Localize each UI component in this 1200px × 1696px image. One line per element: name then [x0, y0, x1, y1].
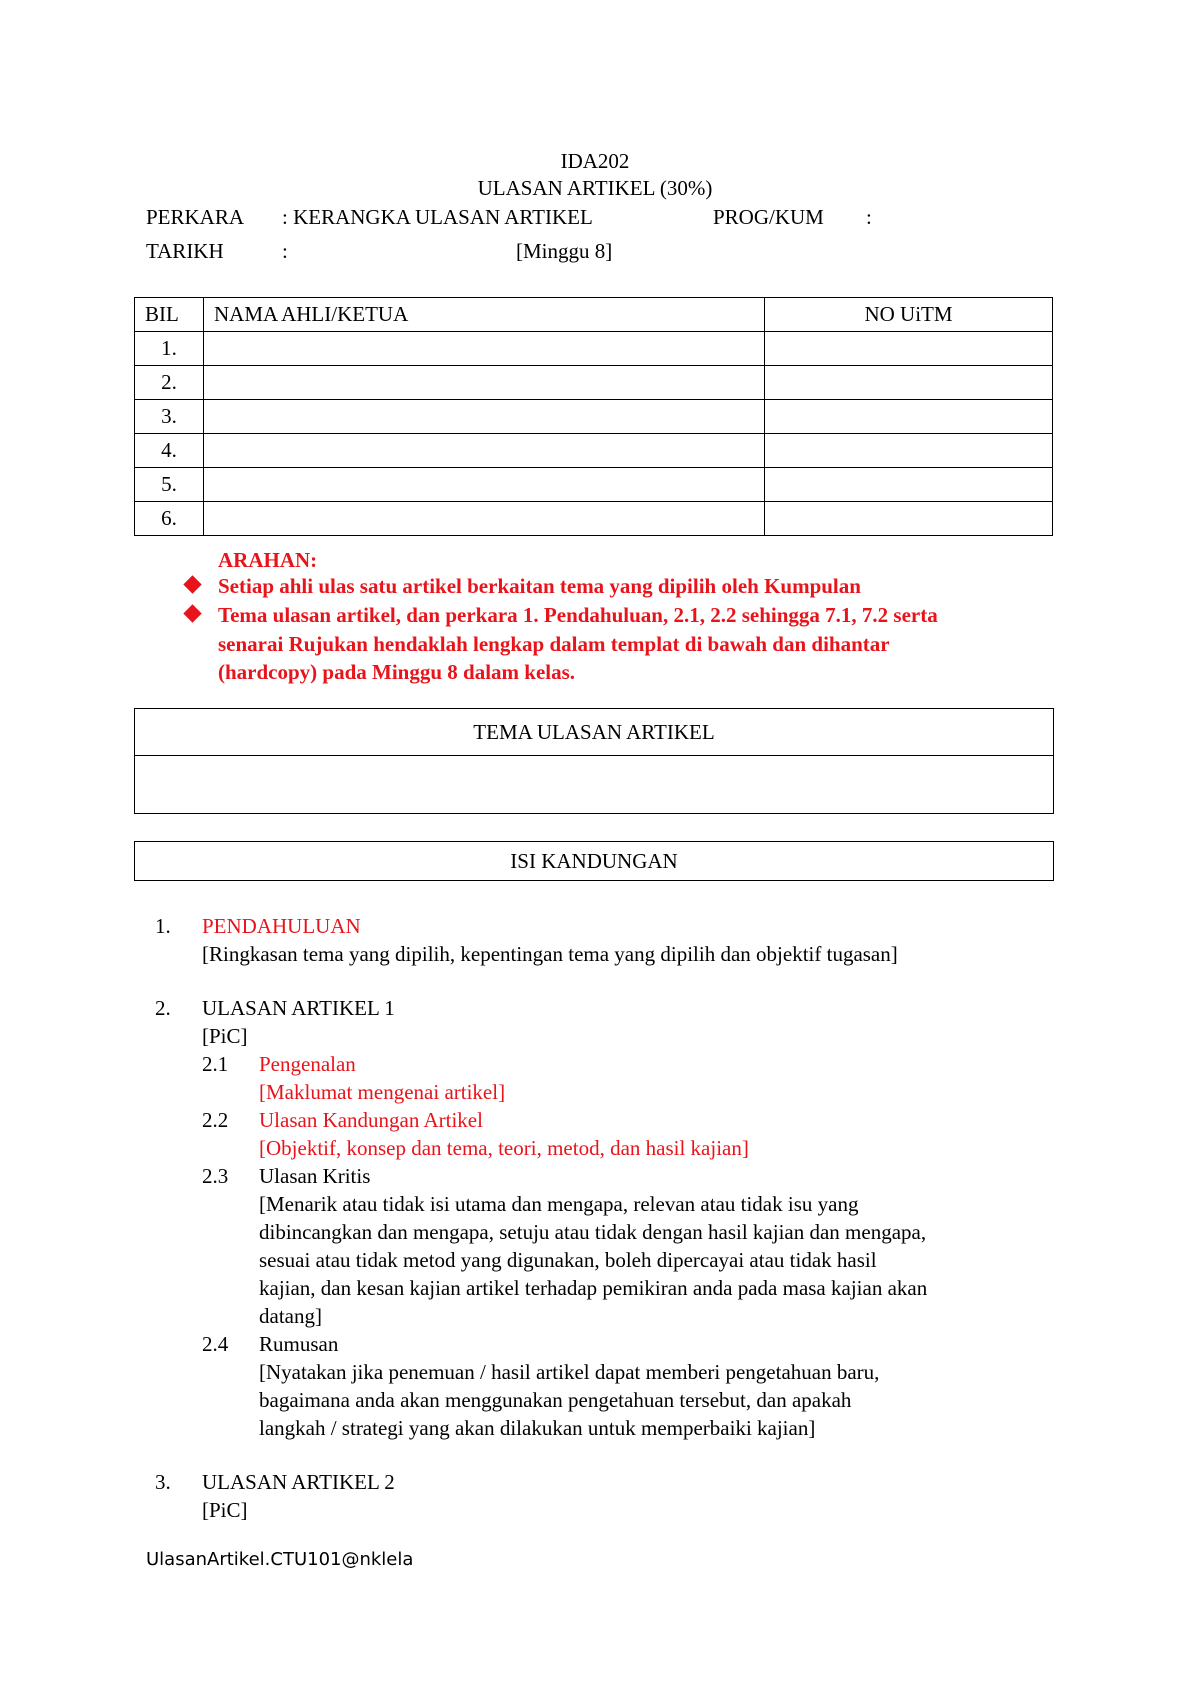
subsection-desc: [Objektif, konsep dan tema, teori, metod, dan hasil kajian]	[259, 1136, 749, 1160]
isi-kandungan-box	[134, 841, 1054, 881]
subsection-number: 2.4	[202, 1332, 229, 1356]
no-uitm-cell[interactable]	[765, 434, 1053, 468]
nama-cell[interactable]	[204, 468, 765, 502]
nama-cell[interactable]	[204, 400, 765, 434]
subsection-title: Pengenalan	[259, 1052, 356, 1076]
nama-cell[interactable]	[204, 332, 765, 366]
tarikh-label: TARIKH	[146, 239, 224, 263]
no-uitm-cell[interactable]	[765, 400, 1053, 434]
table-row	[135, 502, 1053, 536]
section-desc: [Ringkasan tema yang dipilih, kepentingan tema yang dipilih dan objektif tugasan]	[202, 942, 898, 966]
subsection-desc-line: bagaimana anda akan menggunakan pengetahuan tersebut, dan apakah	[259, 1388, 852, 1412]
arahan-item-2-line-2: senarai Rujukan hendaklah lengkap dalam templat di bawah dan dihantar	[218, 632, 890, 656]
col-header-no-uitm: NO UiTM	[765, 298, 1053, 332]
section-title-ulasan-2: ULASAN ARTIKEL 2	[202, 1470, 395, 1494]
arahan-item-2-line-3: (hardcopy) pada Minggu 8 dalam kelas.	[218, 660, 576, 684]
bil-cell: 3.	[135, 400, 204, 434]
bil-cell: 5.	[135, 468, 204, 502]
bil-cell: 6.	[135, 502, 204, 536]
subsection-title: Rumusan	[259, 1332, 339, 1356]
pic-label: [PiC]	[202, 1024, 248, 1048]
subsection-number: 2.3	[202, 1164, 229, 1188]
perkara-label: PERKARA	[146, 205, 245, 229]
col-header-bil: BIL	[135, 298, 204, 332]
subsection-desc-line: kajian, dan kesan kajian artikel terhadap pemikiran anda pada masa kajian akan	[259, 1276, 928, 1300]
bil-cell: 1.	[135, 332, 204, 366]
prog-label: PROG/KUM	[713, 205, 824, 229]
tema-input-area[interactable]	[135, 755, 1053, 813]
subsection-desc-line: dibincangkan dan mengapa, setuju atau tidak dengan hasil kajian dan mengapa,	[259, 1220, 927, 1244]
section-number: 2.	[155, 996, 171, 1020]
subsection-desc-line: [Menarik atau tidak isi utama dan mengapa, relevan atau tidak isu yang	[259, 1192, 859, 1216]
bil-cell: 4.	[135, 434, 204, 468]
no-uitm-cell[interactable]	[765, 366, 1053, 400]
table-row	[135, 434, 1053, 468]
subsection-title: Ulasan Kritis	[259, 1164, 371, 1188]
prog-colon: :	[866, 205, 872, 229]
subsection-title: Ulasan Kandungan Artikel	[259, 1108, 483, 1132]
subsection-desc-line: langkah / strategi yang akan dilakukan untuk memperbaiki kajian]	[259, 1416, 816, 1440]
tarikh-colon: :	[282, 239, 288, 263]
table-row	[135, 400, 1053, 434]
subsection-desc: [Maklumat mengenai artikel]	[259, 1080, 506, 1104]
diamond-bullet-icon	[183, 575, 201, 593]
table-row	[135, 468, 1053, 502]
bil-cell: 2.	[135, 366, 204, 400]
course-code: IDA202	[560, 149, 630, 173]
arahan-item-1: Setiap ahli ulas satu artikel berkaitan tema yang dipilih oleh Kumpulan	[218, 574, 861, 598]
no-uitm-cell[interactable]	[765, 468, 1053, 502]
nama-cell[interactable]	[204, 502, 765, 536]
section-number: 1.	[155, 914, 171, 938]
page-title: ULASAN ARTIKEL (30%)	[477, 176, 713, 200]
col-header-nama: NAMA AHLI/KETUA	[204, 298, 765, 332]
subsection-desc-line: sesuai atau tidak metod yang digunakan, boleh dipercayai atau tidak hasil	[259, 1248, 877, 1272]
diamond-bullet-icon	[183, 604, 201, 622]
members-table	[134, 297, 1053, 536]
subsection-desc-line: datang]	[259, 1304, 322, 1328]
tarikh-value: [Minggu 8]	[516, 239, 613, 263]
subsection-number: 2.2	[202, 1108, 229, 1132]
table-header-row	[135, 298, 1053, 332]
no-uitm-cell[interactable]	[765, 332, 1053, 366]
nama-cell[interactable]	[204, 366, 765, 400]
section-title-ulasan-1: ULASAN ARTIKEL 1	[202, 996, 395, 1020]
arahan-title: ARAHAN:	[218, 548, 318, 572]
subsection-number: 2.1	[202, 1052, 229, 1076]
table-row	[135, 366, 1053, 400]
nama-cell[interactable]	[204, 434, 765, 468]
table-row	[135, 332, 1053, 366]
subsection-desc-line: [Nyatakan jika penemuan / hasil artikel dapat memberi pengetahuan baru,	[259, 1360, 880, 1384]
perkara-value: : KERANGKA ULASAN ARTIKEL	[282, 205, 593, 229]
section-number: 3.	[155, 1470, 171, 1494]
isi-kandungan-header: ISI KANDUNGAN	[510, 849, 678, 873]
section-title-pendahuluan: PENDAHULUAN	[202, 914, 361, 938]
pic-label: [PiC]	[202, 1498, 248, 1522]
no-uitm-cell[interactable]	[765, 502, 1053, 536]
tema-header: TEMA ULASAN ARTIKEL	[473, 720, 715, 744]
arahan-item-2-line-1: Tema ulasan artikel, dan perkara 1. Pendahuluan, 2.1, 2.2 sehingga 7.1, 7.2 serta	[218, 603, 938, 627]
tema-box	[134, 708, 1054, 814]
footer-text: UlasanArtikel.CTU101@nklela	[146, 1549, 414, 1570]
